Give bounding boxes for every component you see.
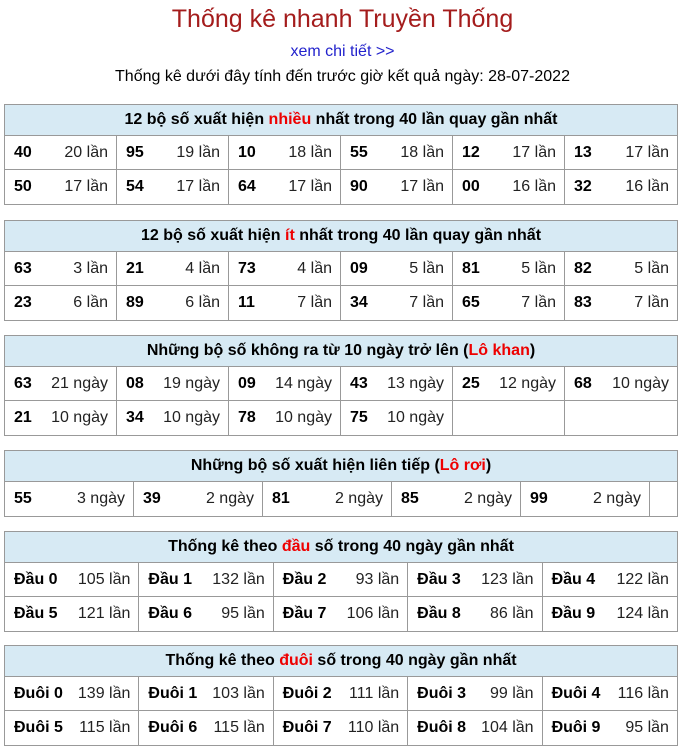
stat-cell	[274, 563, 408, 597]
stat-number: 09	[238, 374, 256, 392]
stat-number: Đuôi 9	[551, 719, 601, 736]
stat-cell	[453, 252, 565, 286]
stat-count: 111 lần	[349, 684, 400, 702]
stat-cell	[117, 286, 229, 320]
stat-number: 78	[238, 409, 256, 426]
stat-cell	[5, 711, 139, 745]
stat-count: 2 ngày	[334, 490, 383, 507]
stat-count: 115 lần	[79, 719, 131, 736]
stat-cell	[229, 252, 341, 286]
stat-cell	[117, 252, 229, 286]
stat-cell	[5, 170, 117, 204]
stat-number: 12	[462, 143, 480, 161]
stat-count: 10 ngày	[51, 409, 108, 426]
stat-count: 19 ngày	[163, 374, 220, 392]
stat-cell	[5, 563, 139, 597]
stat-cell	[5, 482, 134, 516]
stat-count: 95 lần	[221, 605, 265, 622]
stat-count: 16 lần	[512, 178, 556, 195]
stat-count: 123 lần	[481, 570, 534, 588]
stat-cell	[139, 677, 273, 711]
stat-cell	[453, 367, 565, 401]
lo-khan-grid	[5, 367, 677, 435]
stat-number: 68	[574, 374, 592, 392]
stat-count: 5 lần	[634, 259, 669, 277]
stat-cell	[565, 252, 677, 286]
stat-count: 17 lần	[400, 178, 444, 195]
stat-cell	[5, 367, 117, 401]
stat-cell	[341, 401, 453, 435]
stat-number: Đuôi 7	[282, 719, 332, 736]
stat-cell	[565, 367, 677, 401]
stat-number: 11	[238, 294, 255, 311]
stat-cell	[453, 286, 565, 320]
stat-number: 89	[126, 294, 144, 311]
stat-cell	[521, 482, 650, 516]
stat-cell	[139, 563, 273, 597]
stat-count: 6 lần	[185, 294, 220, 311]
stat-count: 6 lần	[73, 294, 108, 311]
stat-count: 95 lần	[625, 719, 669, 736]
stat-count: 5 lần	[521, 259, 556, 277]
stat-number: 21	[14, 409, 32, 426]
stat-number: 65	[462, 294, 480, 311]
stat-cell	[543, 677, 677, 711]
stat-count: 7 lần	[409, 294, 444, 311]
stat-count: 2 ngày	[205, 490, 254, 507]
stat-count: 4 lần	[297, 259, 332, 277]
page-subtitle: Thống kê dưới đây tính đến trước giờ kết quả ngày: 28-07-2022	[115, 68, 570, 85]
stat-number: Đầu 9	[551, 605, 596, 622]
stat-count: 10 ngày	[275, 409, 332, 426]
stat-cell	[134, 482, 263, 516]
stat-cell	[543, 597, 677, 631]
stat-cell	[453, 136, 565, 170]
stat-count: 132 lần	[212, 570, 265, 588]
lo-roi-section	[4, 450, 678, 517]
least-frequent-header: 12 bộ số xuất hiện ít nhất trong 40 lần quay gần nhất	[5, 221, 677, 252]
stat-number: 21	[126, 259, 144, 277]
stat-number: Đầu 7	[282, 605, 327, 622]
stat-number: 63	[14, 374, 32, 392]
stat-number: 85	[401, 490, 419, 507]
stat-number: Đuôi 8	[417, 719, 467, 736]
dau-stats-section	[4, 531, 678, 632]
stat-number: Đuôi 5	[14, 719, 63, 736]
stat-number: Đuôi 6	[148, 719, 198, 736]
stat-cell	[117, 170, 229, 204]
stat-count: 139 lần	[77, 684, 131, 702]
least-frequent-grid	[5, 252, 677, 320]
stat-count: 86 lần	[489, 605, 534, 622]
stat-number: 81	[272, 490, 290, 507]
stat-count: 110 lần	[347, 719, 400, 736]
stat-cell	[453, 401, 565, 435]
stat-cell	[453, 170, 565, 204]
lo-roi-header: Những bộ số xuất hiện liên tiếp (Lô rơi)	[5, 451, 677, 482]
stat-count: 17 lần	[64, 178, 108, 195]
stat-number: Đuôi 2	[282, 684, 332, 702]
stat-count: 7 lần	[634, 294, 669, 311]
stat-count: 7 lần	[521, 294, 556, 311]
stat-count: 124 lần	[616, 605, 669, 622]
stat-count: 10 ngày	[163, 409, 220, 426]
stat-count: 17 lần	[512, 143, 556, 161]
stat-number: 32	[574, 178, 592, 195]
stat-number: 50	[14, 178, 32, 195]
stat-cell	[263, 482, 392, 516]
stat-number: 81	[462, 259, 480, 277]
stat-cell	[229, 286, 341, 320]
stat-count: 103 lần	[212, 684, 265, 702]
stat-cell	[408, 677, 542, 711]
stat-cell	[139, 597, 273, 631]
lo-roi-grid	[5, 482, 677, 516]
stat-number: Đầu 0	[14, 570, 58, 588]
stat-number: Đầu 2	[282, 570, 327, 588]
stat-number: 90	[350, 178, 368, 195]
stat-number: 63	[14, 259, 32, 277]
stat-cell	[274, 597, 408, 631]
stat-cell	[274, 677, 408, 711]
stat-number: Đầu 3	[417, 570, 461, 588]
stat-number: Đuôi 4	[551, 684, 601, 702]
stat-number: Đuôi 1	[148, 684, 198, 702]
stat-count: 17 lần	[288, 178, 332, 195]
stat-cell	[565, 286, 677, 320]
stat-number: 40	[14, 143, 32, 161]
most-frequent-header: 12 bộ số xuất hiện nhiều nhất trong 40 lần quay gần nhất	[5, 105, 677, 136]
stat-number: 39	[143, 490, 161, 507]
stat-number: 54	[126, 178, 144, 195]
stat-number: 34	[126, 409, 144, 426]
lo-khan-header: Những bộ số không ra từ 10 ngày trở lên (Lô khan)	[5, 336, 677, 367]
stat-count: 99 lần	[489, 684, 534, 702]
stat-count: 19 lần	[176, 143, 220, 161]
stat-count: 116 lần	[617, 684, 669, 702]
stat-number: 10	[238, 143, 256, 161]
stat-count: 93 lần	[355, 570, 400, 588]
stat-number: 25	[462, 374, 480, 392]
most-frequent-grid	[5, 136, 677, 204]
stat-number: 34	[350, 294, 368, 311]
stat-cell	[392, 482, 521, 516]
stat-cell	[229, 170, 341, 204]
stat-count: 18 lần	[400, 143, 444, 161]
stat-cell	[139, 711, 273, 745]
stat-count: 17 lần	[176, 178, 220, 195]
stat-count: 21 ngày	[51, 374, 108, 392]
stat-cell	[5, 677, 139, 711]
stat-number: 55	[14, 490, 32, 507]
stat-count: 121 lần	[77, 605, 131, 622]
stat-number: 64	[238, 178, 256, 195]
stat-number: Đầu 6	[148, 605, 192, 622]
stat-count: 2 ngày	[592, 490, 641, 507]
stat-number: Đầu 4	[551, 570, 596, 588]
stat-count: 3 lần	[73, 259, 108, 277]
stat-number: 99	[530, 490, 548, 507]
stat-number: Đầu 1	[148, 570, 192, 588]
stat-count: 115 lần	[213, 719, 265, 736]
stat-cell	[5, 136, 117, 170]
stat-cell	[5, 401, 117, 435]
stat-number: Đầu 8	[417, 605, 461, 622]
stat-number: Đuôi 3	[417, 684, 467, 702]
stat-cell	[565, 401, 677, 435]
stat-cell	[117, 367, 229, 401]
stat-cell	[229, 136, 341, 170]
stat-cell	[408, 711, 542, 745]
duoi-stats-header: Thống kê theo đuôi số trong 40 ngày gần nhất	[5, 646, 677, 677]
stat-count: 12 ngày	[499, 374, 556, 392]
duoi-stats-section	[4, 645, 678, 746]
stat-cell	[274, 711, 408, 745]
stat-cell	[5, 597, 139, 631]
stat-number: 73	[238, 259, 256, 277]
stat-number: 83	[574, 294, 592, 311]
stat-count: 4 lần	[185, 259, 220, 277]
stat-number: 55	[350, 143, 368, 161]
stat-cell	[117, 136, 229, 170]
stat-count: 20 lần	[64, 143, 108, 161]
stat-cell	[408, 597, 542, 631]
stat-number: 82	[574, 259, 592, 277]
stat-count: 3 ngày	[76, 490, 125, 507]
stat-cell	[229, 367, 341, 401]
stat-number: 00	[462, 178, 480, 195]
stat-count: 106 lần	[346, 605, 400, 622]
page-title: Thống kê nhanh Truyền Thống	[171, 5, 514, 33]
stat-cell	[341, 170, 453, 204]
stat-count: 10 ngày	[612, 374, 669, 392]
duoi-stats-grid	[5, 677, 677, 745]
stat-cell	[565, 136, 677, 170]
stat-number: 08	[126, 374, 144, 392]
stat-cell	[543, 563, 677, 597]
stat-cell	[5, 252, 117, 286]
view-details-link[interactable]: xem chi tiết >>	[290, 43, 395, 60]
stat-count: 105 lần	[77, 570, 131, 588]
stat-count: 17 lần	[625, 143, 669, 161]
stat-cell	[565, 170, 677, 204]
stat-number: 43	[350, 374, 368, 392]
stat-cell	[5, 286, 117, 320]
most-frequent-section	[4, 104, 678, 205]
lo-khan-section	[4, 335, 678, 436]
dau-stats-header: Thống kê theo đầu số trong 40 ngày gần nhất	[5, 532, 677, 563]
stat-number: 09	[350, 259, 368, 277]
stat-number: 13	[574, 143, 592, 161]
dau-stats-grid	[5, 563, 677, 631]
stat-cell	[408, 563, 542, 597]
stat-number: 75	[350, 409, 368, 426]
stat-cell	[341, 367, 453, 401]
stat-count: 16 lần	[625, 178, 669, 195]
stat-count: 10 ngày	[387, 409, 444, 426]
stat-cell	[341, 136, 453, 170]
stat-count: 5 lần	[409, 259, 444, 277]
stat-cell	[341, 252, 453, 286]
stat-number: Đầu 5	[14, 605, 58, 622]
stat-count: 18 lần	[288, 143, 332, 161]
least-frequent-section	[4, 220, 678, 321]
stat-cell	[229, 401, 341, 435]
stat-count: 122 lần	[616, 570, 669, 588]
stat-count: 7 lần	[297, 294, 332, 311]
stat-cell	[117, 401, 229, 435]
stat-count: 2 ngày	[463, 490, 512, 507]
stat-count: 14 ngày	[275, 374, 332, 392]
stat-number: 95	[126, 143, 144, 161]
stat-number: 23	[14, 294, 32, 311]
stat-count: 104 lần	[481, 719, 534, 736]
stat-count: 13 ngày	[387, 374, 444, 392]
stat-number: Đuôi 0	[14, 684, 63, 702]
stat-cell	[341, 286, 453, 320]
stat-cell	[543, 711, 677, 745]
